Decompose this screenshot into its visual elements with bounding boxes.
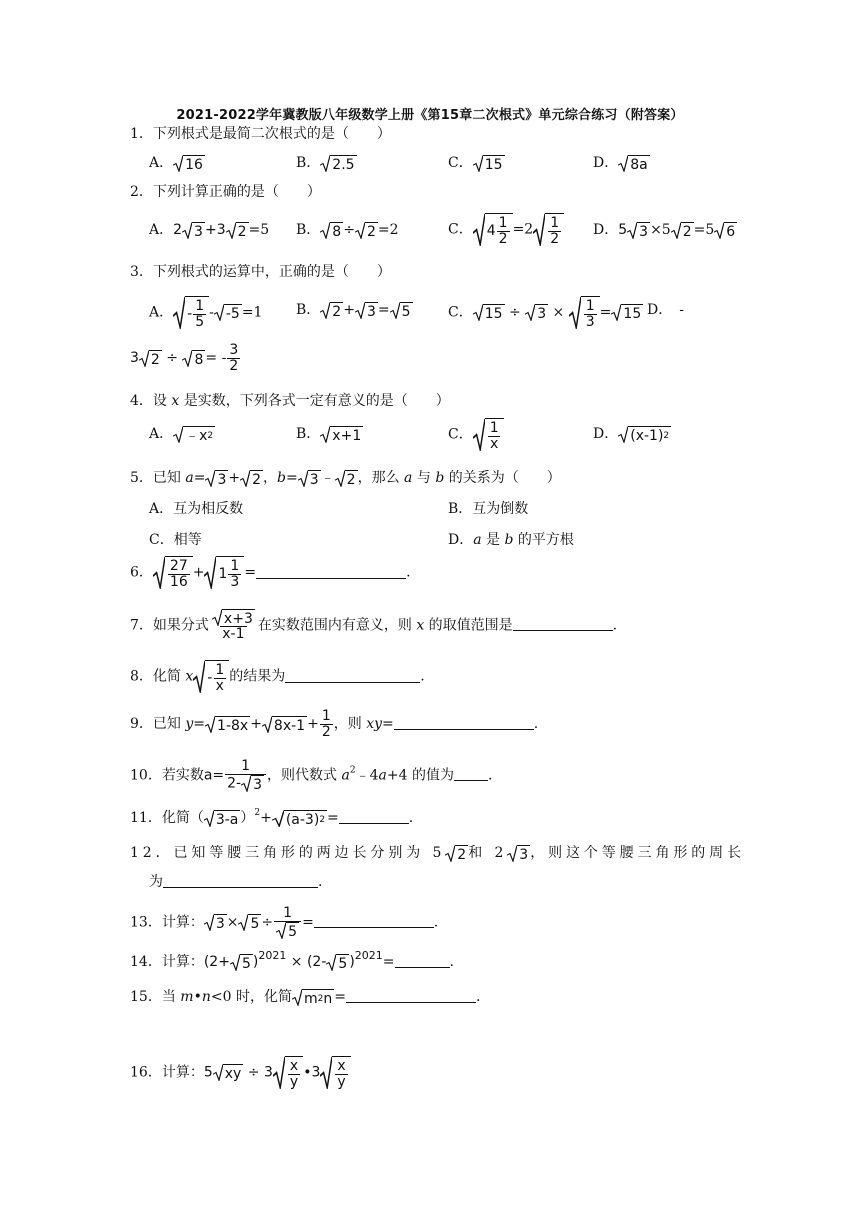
option-label: B． [296,302,321,318]
question-number: 6． [130,564,153,581]
question-1 [130,124,391,144]
question-number: 3． [130,264,153,280]
variable: x [171,393,180,409]
equals-sign: = [334,989,346,1005]
question-number: 11． [130,810,162,826]
question-text: 的结果为 [229,668,286,685]
page-title: 2021-2022学年冀教版八年级数学上册《第15章二次根式》单元综合练习（附答案） [176,108,684,123]
q1-option-d [593,153,650,173]
question-text: +4 的值为 [386,767,454,784]
question-4 [130,391,450,411]
radicand: 8a [630,156,648,173]
answer-blank[interactable] [339,809,409,824]
equals-sign: = [327,810,339,826]
result-text: =5 [248,222,270,238]
answer-blank[interactable] [314,913,434,928]
q5-option-d: D．a 是 b 的平方根 [448,532,574,548]
question-number: 16． [130,1064,162,1081]
answer-blank[interactable] [454,766,488,781]
question-7: 7．如果分式 $\frac{x+3}{x-1}$ 在实数范围内有意义，则 x 的取值范围是 . [130,611,618,642]
option-text: 相等 [173,532,202,548]
question-number: 12． [130,845,174,861]
option-text: 的平方根 [513,532,574,548]
question-text: 如果分式 [152,617,209,634]
question-number: 14． [130,954,162,970]
question-text: 计算： [161,954,204,970]
question-text: ） [240,810,255,826]
result-text: =1 [241,304,263,321]
question-text: <0 时，化简 [210,989,292,1005]
question-number: 8． [130,668,153,685]
question-number: 7． [130,617,153,634]
q5-option-b [448,499,528,519]
sqrt-expression [320,155,356,172]
q3-option-a: A． - 1 5 - -5 =1 [149,298,263,330]
question-text: 计算： [161,1064,204,1081]
option-label: A． [149,426,174,442]
question-text: ，则 [333,716,367,733]
q4-option-a: A． ﹣x 2 [149,426,214,444]
q2-option-c: C． 4 1 2 =2 1 2 [448,213,564,246]
question-number: 9． [130,716,153,733]
q2-option-b: B． 8 ÷ 2 =2 [296,222,399,240]
question-text: 在实数范围内有意义，则 [257,617,417,634]
question-5: 5．已知 a= 3 + 2 ，b= 3 ﹣ 2 ，那么 a 与 b 的关系为（ ） [130,470,561,488]
option-text: 互为相反数 [173,501,244,517]
question-8: 8．化简 x - 1 x 的结果为 . [130,662,425,694]
question-text: 若实数 [161,767,204,784]
q1-option-a [149,153,205,173]
question-text: 化简（ [161,810,204,826]
question-text: ，则这个等腰三角形的周长 [530,845,745,861]
question-14: 14．计算：(2+ 5 )$^{2021}$ × (2- 5 )$^{2021}$= . [130,949,454,972]
answer-blank[interactable] [346,988,476,1003]
question-number: 13． [130,914,162,931]
question-text: 当 [161,989,181,1005]
equals-sign: = [244,564,257,581]
question-text: ，则代数式 [267,767,342,784]
question-number: 2． [130,184,153,200]
radicand: 16 [185,156,203,173]
option-label: C． [448,426,473,443]
answer-blank[interactable] [285,668,420,683]
question-number: 5． [130,470,153,486]
question-13: 13．计算： 3 × 5 ÷ $\frac{1}{5}$ = . [130,905,439,940]
q2-option-a: A．2 3 +3 2 =5 [149,222,270,240]
sqrt-expression [173,155,205,172]
option-label: D． [593,155,619,171]
question-number: 4． [130,393,153,409]
question-text: 已知 [152,716,186,733]
option-label: C． [448,221,473,238]
question-number: 15． [130,989,162,1005]
question-2 [130,182,321,202]
question-16: 16．计算：5 xy ÷ 3 x y •3 x y [130,1056,351,1089]
option-label: D． [448,532,474,548]
question-text: 下列根式是最简二次根式的是（ ） [152,126,391,142]
option-label: A． [149,304,174,321]
question-text: 化简 [152,668,186,685]
question-text: 的关系为（ ） [444,470,561,486]
option-label: A． [149,501,174,517]
q3-option-d-label [647,300,684,320]
q5-option-a [149,499,243,519]
question-number: 10． [130,767,162,784]
option-label: A． [149,155,174,171]
option-label: B． [296,155,321,171]
option-label: D． [593,222,619,238]
option-label: B． [448,501,473,517]
question-text: 的取值范围是 [424,617,513,634]
q3-option-d: 3 2 ÷ 8 = - $\frac{3}{2}$ [130,342,239,374]
q3-option-c: C． 15 ÷ 3 × 1 3 = 15 [448,298,642,330]
answer-blank[interactable] [395,953,450,968]
q1-option-c [448,153,505,173]
q4-option-c: C． 1 x [448,418,504,451]
question-12: 12．已知等腰三角形的两边长分别为 5 2 和 2 3 ，则这个等腰三角形的周长 [130,845,745,863]
option-label: D． - [647,302,684,318]
result-text: =5 [693,222,715,238]
sqrt-expression [618,155,650,172]
answer-blank[interactable] [163,873,318,888]
question-text: 与 [412,470,436,486]
question-text: ﹣4 [355,767,379,784]
radicand: 2.5 [332,156,355,173]
option-label: B． [296,426,321,442]
option-label: C． [448,155,473,171]
q4-option-d: D． (x-1) 2 [593,426,670,444]
question-10: 10．若实数a= 1 2- 3 ，则代数式 $a^2﹣4a+4$ 的值为 . [130,758,493,793]
question-text: 已知等腰三角形的两边长分别为 5 [173,845,446,861]
equals-sign: = [302,914,314,931]
question-text: ，那么 [357,470,405,486]
equals-sign: = [382,954,395,970]
answer-blank[interactable] [394,715,534,730]
question-12-line-2: 为 . [149,874,323,890]
result-text: = - [205,350,227,367]
option-label: C． [448,304,473,321]
question-text: 是实数，下列各式一定有意义的是（ ） [179,393,450,409]
option-label: B． [296,222,321,238]
q3-option-b: B． 2 + 3 = 5 [296,302,411,320]
sqrt-expression [473,155,505,172]
result-text: =2 [377,222,399,238]
q5-option-c [149,530,202,550]
question-11: 11．化简（ 3-a ）$^2$+ (a-3) 2 = . [130,808,414,828]
question-text: 计算： [161,914,204,931]
question-3 [130,262,391,282]
option-label: A． [149,222,174,238]
question-9: 9．已知 y= 1-8x + 8x-1 + $\frac{1}{2}$ ，则 xy= . [130,708,539,740]
q1-option-b [296,153,357,173]
question-6: 6． 27 16 + 1 1 3 = . [130,558,411,590]
q2-option-d: D．5 3 ×5 2 =5 6 [593,222,736,240]
question-text: 已知 [152,470,186,486]
q4-option-b: B． x+1 [296,426,362,444]
option-label: C． [149,532,174,548]
radicand: 15 [484,156,503,173]
answer-blank[interactable] [513,616,613,631]
answer-blank[interactable] [256,564,406,579]
option-label: D． [593,426,619,442]
result-text: =2 [512,221,534,238]
question-15: 15．当 m•n<0 时，化简 m 2 n = . [130,989,481,1007]
option-text: 互为倒数 [472,501,529,517]
question-text: = [382,716,394,733]
question-text: 下列根式的运算中，正确的是（ ） [152,264,391,280]
question-text: 设 [152,393,172,409]
question-number: 1． [130,126,153,142]
question-text: 为 [149,874,163,890]
question-text: 和 2 [468,845,508,861]
question-text: 下列计算正确的是（ ） [152,184,321,200]
option-text: 是 [481,532,505,548]
